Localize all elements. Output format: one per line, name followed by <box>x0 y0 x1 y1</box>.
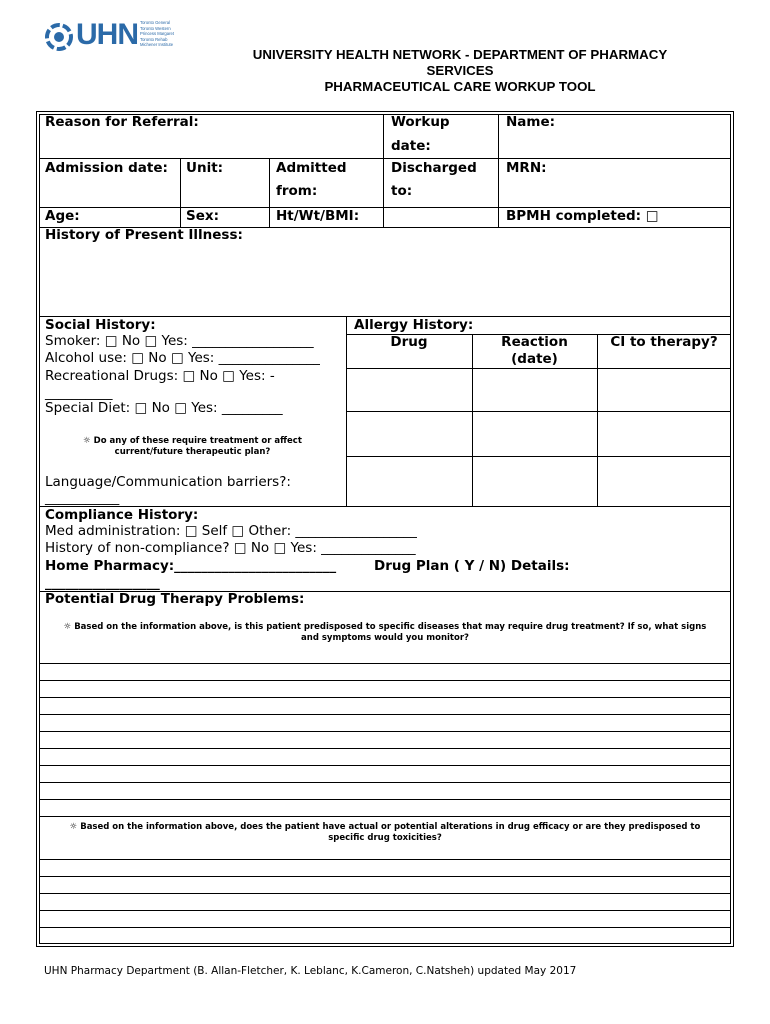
writing-line[interactable] <box>39 748 731 749</box>
divider <box>39 158 731 159</box>
workup-date-label-2: date: <box>391 138 431 154</box>
allergy-col-drug: Drug <box>390 334 428 350</box>
special-diet-field[interactable]: Special Diet: □ No □ Yes: _________ <box>45 400 283 416</box>
social-note: ☼ Do any of these require treatment or affect current/future therapeutic plan? <box>83 436 302 457</box>
name-label: Name: <box>506 114 556 130</box>
writing-line[interactable] <box>39 799 731 800</box>
allergy-col-ci: CI to therapy? <box>610 334 718 350</box>
footer-credit: UHN Pharmacy Department (B. Allan-Fletcher, K. Leblanc, K.Cameron, C.Natsheh) updated May 2017 <box>44 965 577 977</box>
drug-plan-field[interactable]: Drug Plan ( Y / N) Details: <box>374 558 570 574</box>
compliance-history-title: Compliance History: <box>45 507 199 523</box>
writing-line[interactable] <box>39 697 731 698</box>
writing-line[interactable] <box>39 765 731 766</box>
language-barriers-blank[interactable]: ___________ <box>45 490 120 506</box>
allergy-col-reaction-date: (date) <box>511 351 558 367</box>
divider <box>383 114 384 227</box>
divider <box>180 158 181 227</box>
ht-wt-bmi-label: Ht/Wt/BMI: <box>276 208 360 224</box>
sex-label: Sex: <box>186 208 219 224</box>
admitted-from-label: Admitted <box>276 160 347 176</box>
workup-date-label: Workup <box>391 114 450 130</box>
home-pharmacy-field[interactable]: Home Pharmacy:________________________ <box>45 558 337 574</box>
writing-line[interactable] <box>39 731 731 732</box>
recreational-drugs-field[interactable]: Recreational Drugs: □ No □ Yes: - <box>45 368 275 384</box>
allergy-col-reaction: Reaction <box>501 334 568 350</box>
divider <box>346 456 731 457</box>
admitted-from-label-2: from: <box>276 183 318 199</box>
alcohol-field[interactable]: Alcohol use: □ No □ Yes: _______________ <box>45 350 320 366</box>
document-header: UNIVERSITY HEALTH NETWORK - DEPARTMENT OF PHARMACY SERVICES PHARMACEUTICAL CARE WORKUP TOOL <box>252 47 668 94</box>
divider <box>346 368 731 369</box>
divider <box>346 411 731 412</box>
non-compliance-field[interactable]: History of non-compliance? □ No □ Yes: ______________ <box>45 540 416 556</box>
language-barriers-field[interactable]: Language/Communication barriers?: <box>45 474 291 490</box>
writing-line[interactable] <box>39 876 731 877</box>
uhn-logo-icon <box>44 22 74 52</box>
drug-therapy-problems-title: Potential Drug Therapy Problems: <box>45 591 305 607</box>
mrn-label: MRN: <box>506 160 547 176</box>
divider <box>269 158 270 227</box>
divider <box>597 334 598 506</box>
recreational-drugs-blank[interactable]: __________ <box>45 385 113 401</box>
writing-line[interactable] <box>39 859 731 860</box>
divider <box>498 114 499 227</box>
history-present-illness-label: History of Present Illness: <box>45 227 243 243</box>
logo-wordmark: UHN <box>76 18 138 51</box>
dtp-question-1: ☼ Based on the information above, is this patient predisposed to specific diseases that may require drug treatment? If so, what signs and symptoms would you monitor? <box>63 622 707 643</box>
unit-label: Unit: <box>186 160 224 176</box>
writing-line[interactable] <box>39 927 731 928</box>
allergy-history-title: Allergy History: <box>354 317 474 333</box>
age-label: Age: <box>45 208 80 224</box>
writing-line[interactable] <box>39 714 731 715</box>
admission-date-label: Admission date: <box>45 160 168 176</box>
smoker-field[interactable]: Smoker: □ No □ Yes: __________________ <box>45 333 314 349</box>
divider <box>39 663 731 664</box>
med-administration-field[interactable]: Med administration: □ Self □ Other: __________________ <box>45 523 417 539</box>
home-pharmacy-blank[interactable]: _________________ <box>45 575 160 591</box>
writing-line[interactable] <box>39 782 731 783</box>
dtp-question-2: ☼ Based on the information above, does the patient have actual or potential alterations in drug efficacy or are they predisposed to specific drug toxicities? <box>69 822 701 843</box>
writing-line[interactable] <box>39 893 731 894</box>
writing-line[interactable] <box>39 680 731 681</box>
social-history-title: Social History: <box>45 317 156 333</box>
reason-for-referral-label: Reason for Referral: <box>45 114 199 130</box>
discharged-to-label: Discharged <box>391 160 477 176</box>
writing-line[interactable] <box>39 816 731 817</box>
logo-sites: Toronto General Toronto Western Princess Margaret Toronto Rehab Michener Institute <box>140 20 174 48</box>
discharged-to-label-2: to: <box>391 183 413 199</box>
bpmh-completed-checkbox[interactable]: BPMH completed: □ <box>506 208 659 224</box>
writing-line[interactable] <box>39 910 731 911</box>
